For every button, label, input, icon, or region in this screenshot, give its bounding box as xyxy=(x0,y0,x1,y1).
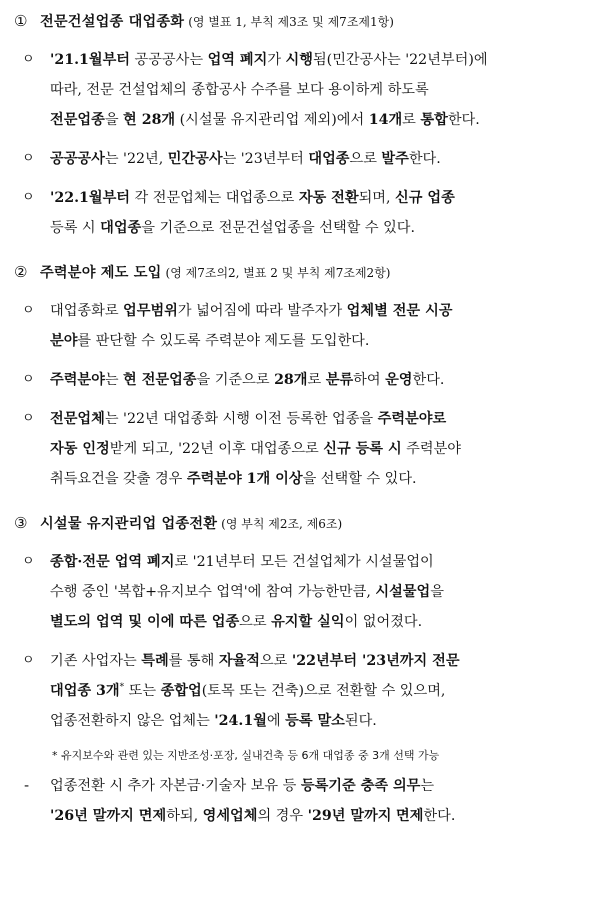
footnote-marker: * xyxy=(119,682,125,693)
section-1-bullet-2 xyxy=(14,144,600,174)
text-line: 수행 중인 '복합+유지보수 업역'에 참여 가능한만큼, 시설물업을 xyxy=(50,584,444,600)
section-2-heading xyxy=(14,257,600,287)
section-3-number: ③ xyxy=(14,514,28,532)
section-1-bullet-1 xyxy=(14,45,600,135)
text-line: 분야를 판단할 수 있도록 주력분야 제도를 도입한다. xyxy=(50,333,370,349)
text-line: 전문업종을 현 28개 (시설물 유지관리업 제외)에서 14개로 통합한다. xyxy=(50,112,480,128)
circle-bullet-icon: ㅇ xyxy=(22,190,35,205)
text-line: 별도의 업역 및 이에 따른 업종으로 유지할 실익이 없어졌다. xyxy=(50,614,423,630)
circle-bullet-icon: ㅇ xyxy=(22,411,35,426)
section-2-reference: (영 제7조의2, 별표 2 및 부칙 제7조제2항) xyxy=(165,266,391,280)
circle-bullet-icon: ㅇ xyxy=(22,653,35,668)
section-3-title: 시설물 유지관리업 업종전환 xyxy=(40,516,218,532)
section-1-number: ① xyxy=(14,12,28,30)
circle-bullet-icon: ㅇ xyxy=(22,52,35,67)
section-3-heading xyxy=(14,508,600,538)
text-line: 업종전환하지 않은 업체는 '24.1월에 등록 말소된다. xyxy=(50,713,377,729)
section-3-reference: (영 부칙 제2조, 제6조) xyxy=(221,517,343,531)
section-3-bullet-1 xyxy=(14,547,600,637)
text-line: 자동 인정받게 되고, '22년 이후 대업종으로 신규 등록 시 주력분야 xyxy=(50,441,461,457)
circle-bullet-icon: ㅇ xyxy=(22,303,35,318)
section-2-bullet-1 xyxy=(14,296,600,356)
text-line: '22.1월부터 각 전문업체는 대업종으로 자동 전환되며, 신규 업종 xyxy=(50,190,455,206)
text-line: 등록 시 대업종을 기준으로 전문건설업종을 선택할 수 있다. xyxy=(50,220,416,236)
section-1-bullet-3 xyxy=(14,183,600,243)
text-line: 주력분야는 현 전문업종을 기준으로 28개로 분류하여 운영한다. xyxy=(50,372,445,388)
text-line: '21.1월부터 공공공사는 업역 폐지가 시행됨(민간공사는 '22년부터)에 xyxy=(50,52,488,68)
text-line: 대업종화로 업무범위가 넓어짐에 따라 발주자가 업체별 전문 시공 xyxy=(50,303,453,319)
circle-bullet-icon: ㅇ xyxy=(22,554,35,569)
text-line: 업종전환 시 추가 자본금·기술자 보유 등 등록기준 충족 의무는 xyxy=(50,778,435,794)
section-2-bullet-3 xyxy=(14,404,600,494)
dash-bullet-icon: - xyxy=(24,778,30,794)
text-line: 공공공사는 '22년, 민간공사는 '23년부터 대업종으로 발주한다. xyxy=(50,151,441,167)
text-line: 따라, 전문 건설업체의 종합공사 수주를 보다 용이하게 하도록 xyxy=(50,82,429,98)
text-line: 전문업체는 '22년 대업종화 시행 이전 등록한 업종을 주력분야로 xyxy=(50,411,447,427)
footnote: * 유지보수와 관련 있는 지반조성·포장, 실내건축 등 6개 대업종 중 3개 선택 가능 xyxy=(52,749,440,762)
section-1-reference: (영 별표 1, 부칙 제3조 및 제7조제1항) xyxy=(188,15,394,29)
section-1-heading xyxy=(14,6,600,36)
section-2-title: 주력분야 제도 도입 xyxy=(40,265,162,281)
circle-bullet-icon: ㅇ xyxy=(22,151,35,166)
text-line: '26년 말까지 면제하되, 영세업체의 경우 '29년 말까지 면제한다. xyxy=(50,808,456,824)
circle-bullet-icon: ㅇ xyxy=(22,372,35,387)
text-line: 종합·전문 업역 폐지로 '21년부터 모든 건설업체가 시설물업이 xyxy=(50,554,434,570)
section-1-title: 전문건설업종 대업종화 xyxy=(40,14,185,30)
text-line: 취득요건을 갖출 경우 주력분야 1개 이상을 선택할 수 있다. xyxy=(50,471,417,487)
section-3-bullet-2 xyxy=(14,646,600,736)
section-2-bullet-2 xyxy=(14,365,600,395)
text-line: 대업종 3개* 또는 종합업(토목 또는 건축)으로 전환할 수 있으며, xyxy=(50,682,446,699)
section-2-number: ② xyxy=(14,263,28,281)
text-line: 기존 사업자는 특례를 통해 자율적으로 '22년부터 '23년까지 전문 xyxy=(50,653,460,669)
section-3-dash-item xyxy=(14,771,600,831)
